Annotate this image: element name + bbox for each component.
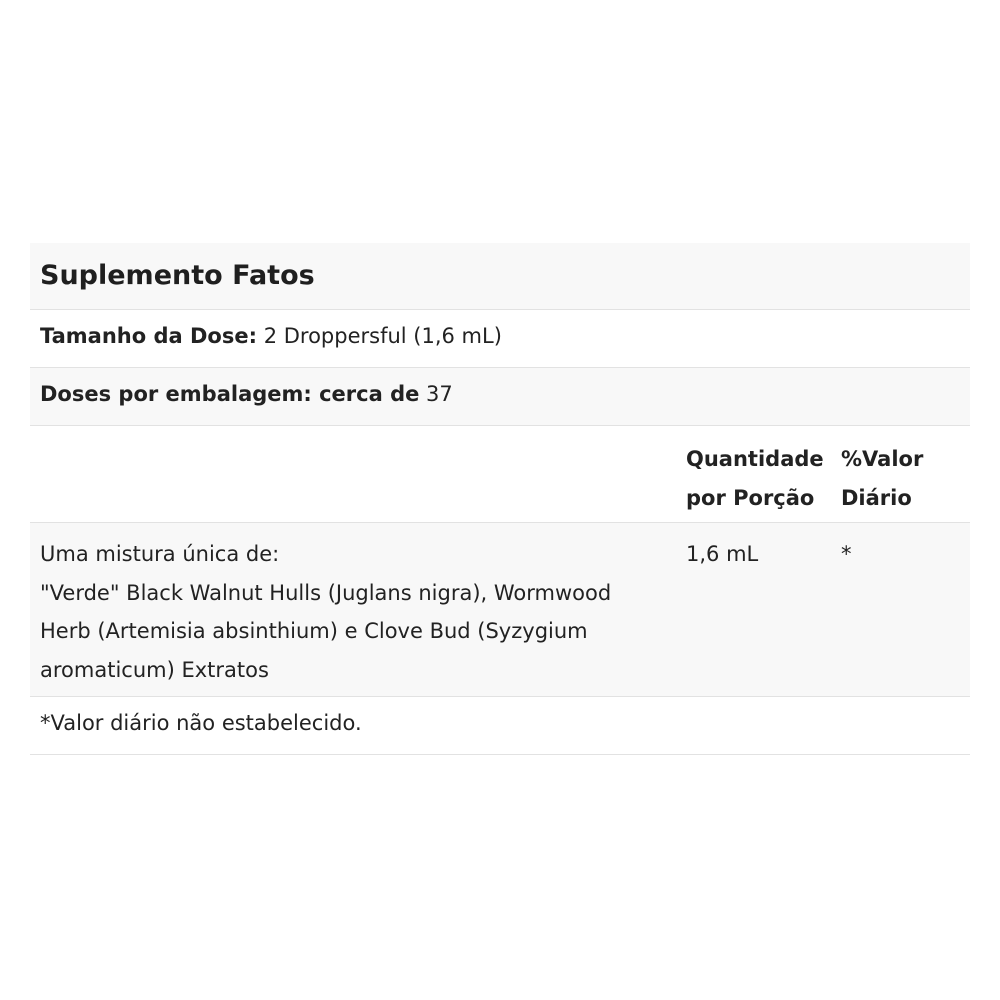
facts-title: Suplemento Fatos: [40, 260, 315, 291]
ingredient-intro: Uma mistura única de:: [40, 542, 280, 566]
ingredient-line-2: Herb (Artemisia absinthium) e Clove Bud (Syzygium: [40, 619, 588, 643]
ingredient-line-3: aromaticum) Extratos: [40, 657, 269, 682]
dv-header-line2: Diário: [841, 486, 912, 510]
daily-value-header: [841, 440, 923, 518]
column-header-row: [30, 426, 970, 523]
footnote-row: [30, 697, 970, 755]
supplement-facts-table: [30, 243, 970, 755]
servings-per-container-label: Doses por embalagem: cerca de: [40, 382, 420, 406]
ingredient-row: [30, 523, 970, 697]
serving-size-row: [30, 310, 970, 368]
daily-value-footnote: *Valor diário não estabelecido.: [40, 711, 362, 735]
amount-header-line1: Quantidade: [686, 447, 824, 471]
ingredient-name: [40, 535, 660, 689]
ingredient-daily-value: *: [841, 542, 852, 566]
ingredient-amount: 1,6 mL: [686, 542, 759, 566]
ingredient-line-1: "Verde" Black Walnut Hulls (Juglans nigra), Wormwood: [40, 580, 612, 605]
servings-per-container-value: 37: [426, 382, 453, 406]
amount-per-serving-header: [686, 440, 824, 518]
amount-header-line2: por Porção: [686, 486, 815, 510]
serving-size-label: Tamanho da Dose:: [40, 324, 257, 348]
serving-size-value: 2 Droppersful (1,6 mL): [263, 324, 502, 348]
servings-per-container-row: [30, 368, 970, 426]
facts-title-row: [30, 243, 970, 310]
dv-header-line1: %Valor: [841, 447, 924, 471]
